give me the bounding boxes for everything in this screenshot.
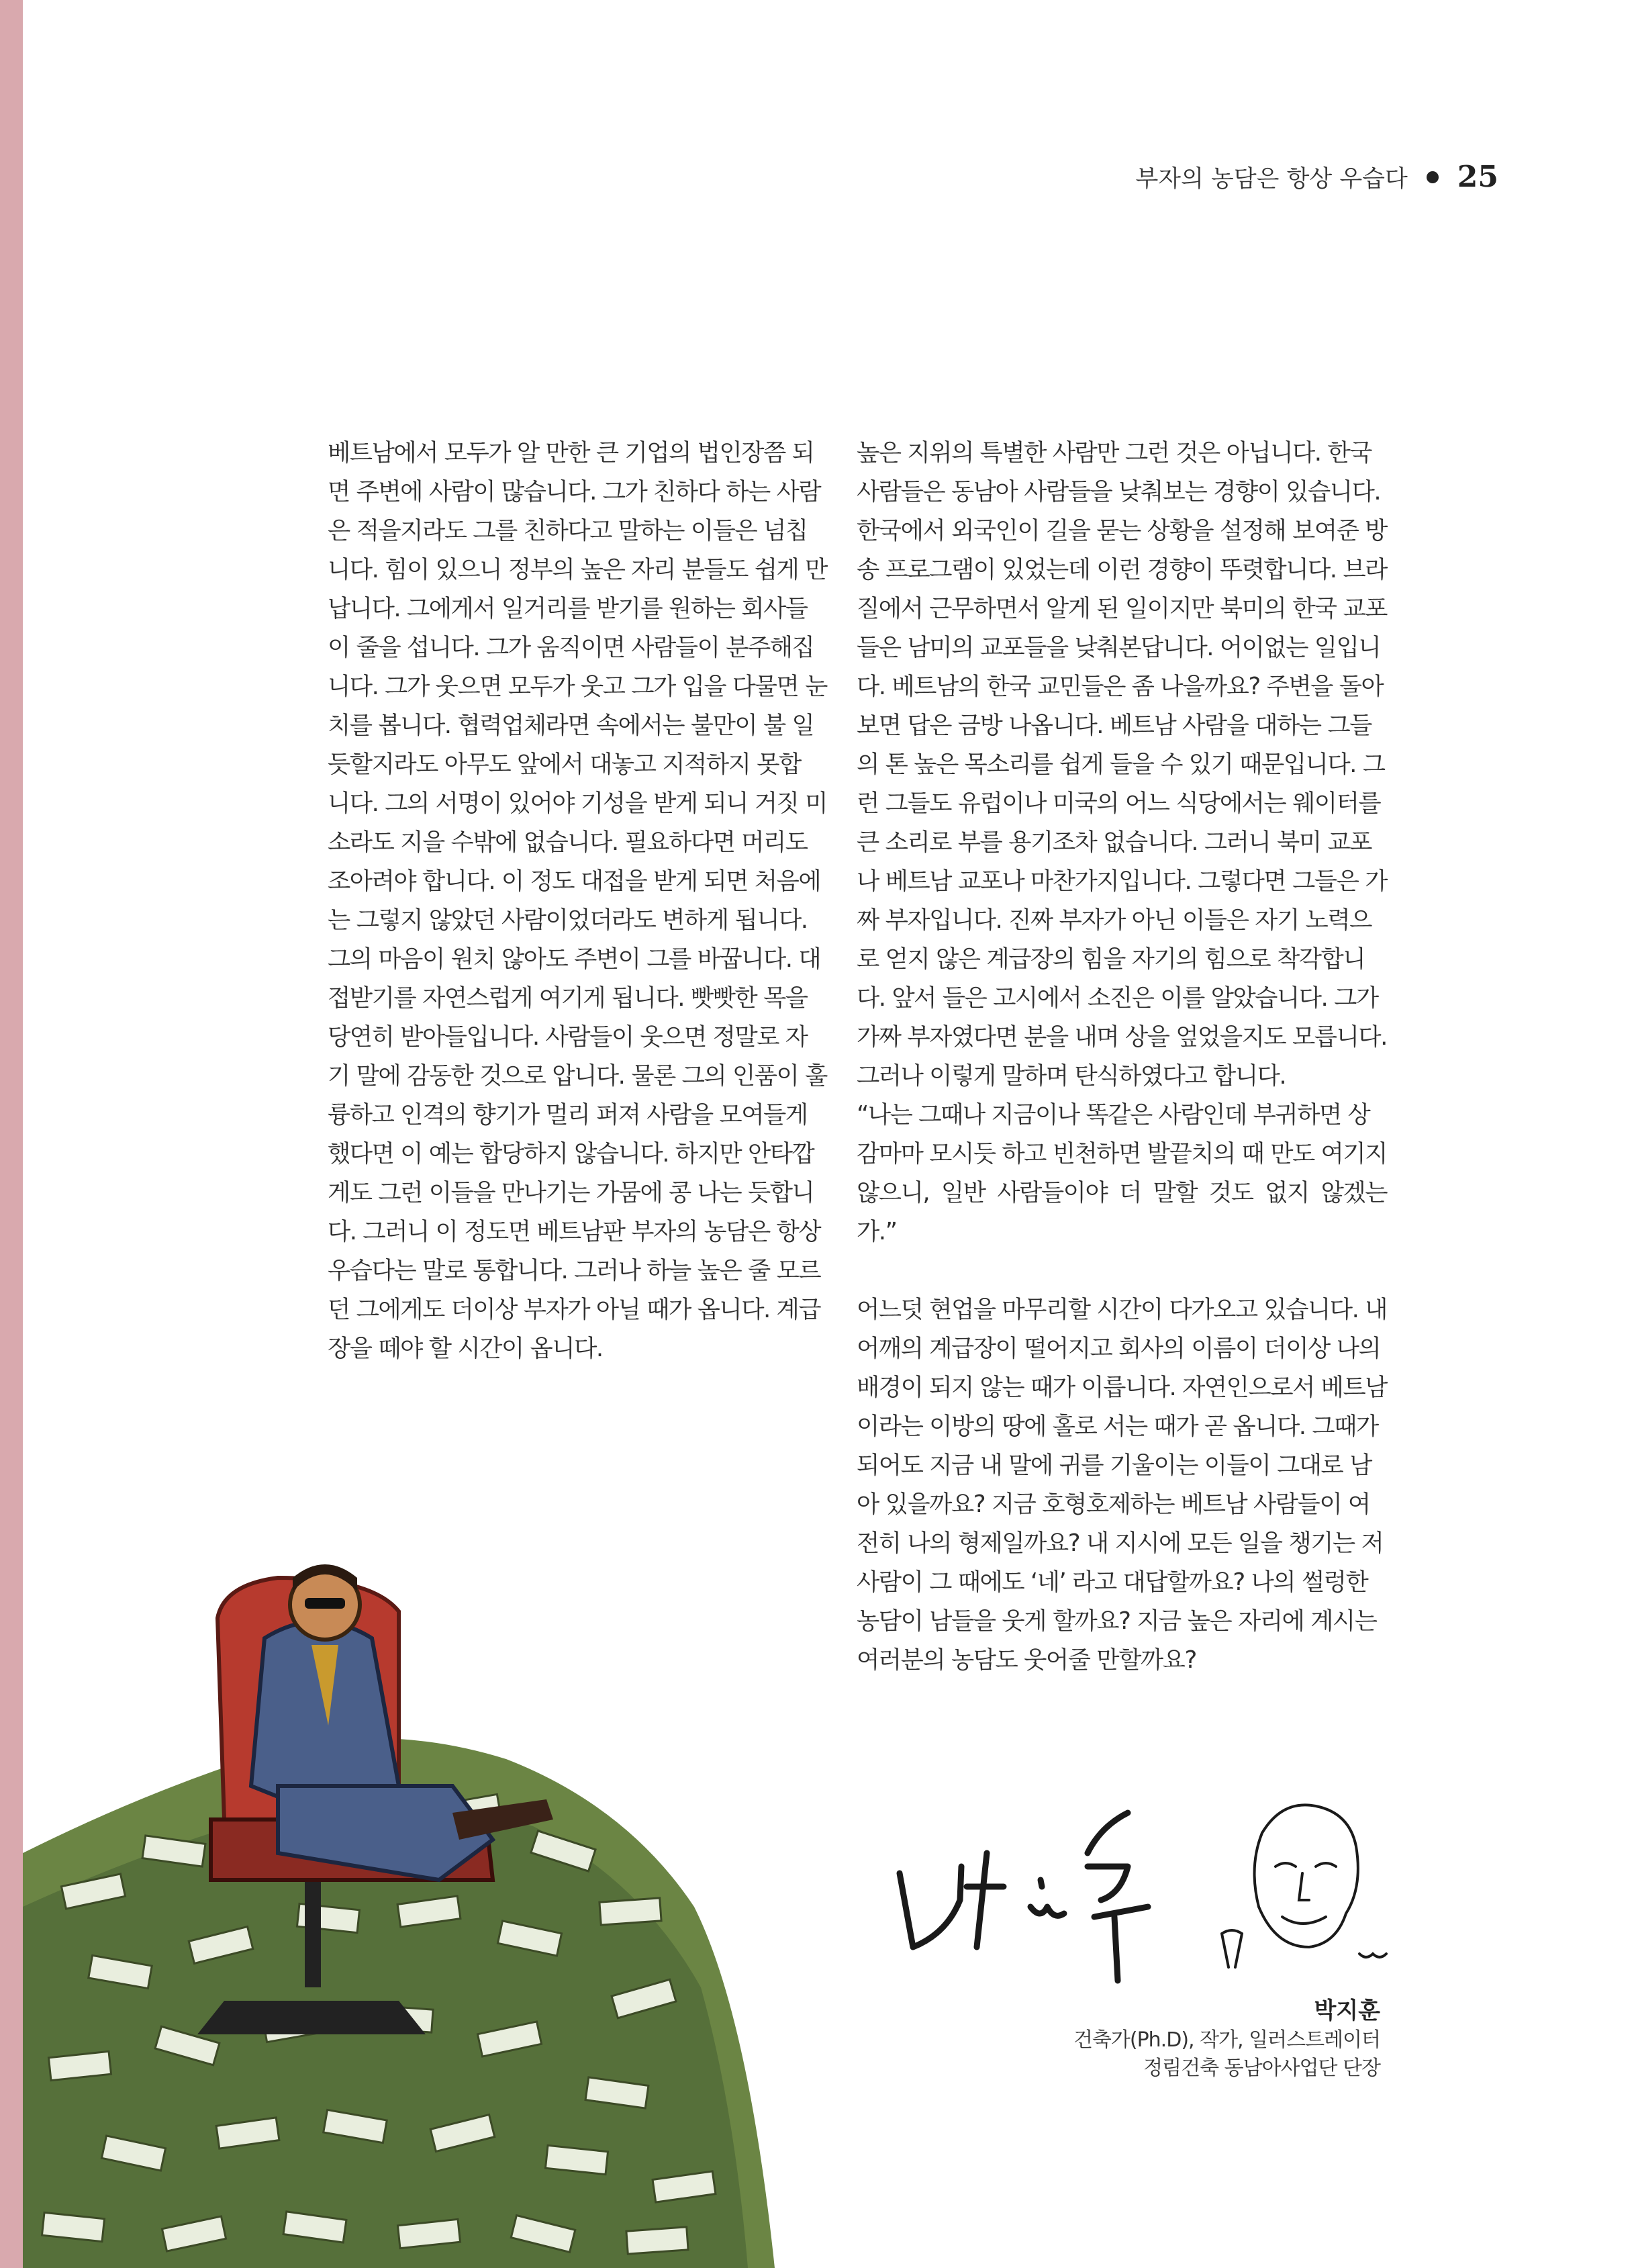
author-affiliation: 정림건축 동남아사업단 단장 — [1143, 2057, 1380, 2080]
article-quote: “나는 그때나 지금이나 똑같은 사람인데 부귀하면 상 감마마 모시듯 하고 빈천하면 발끝치의 때 만도 여기지 않으니, 일반 사람들이야 더 말할 것도 없지 않겠는가.” — [857, 1101, 1387, 1245]
page-number: 25 — [1457, 160, 1498, 194]
bullet-dot-icon — [1427, 171, 1439, 183]
article-paragraph: 어느덧 현업을 마무리할 시간이 다가오고 있습니다. 내 어깨의 계급장이 떨어지고 회사의 이름이 더이상 나의 배경이 되지 않는 때가 이릅니다. 자연인으로서 베트남 이라는 이방의 땅에 홀로 서는 때가 곧 옵니다. 그때가 되어도 지금 내 말에 귀를 기울이는 이들이 그대로 남 아 있을까요? 지금 호형호제하는 베트남 사람들이 여 전히 나의 형제일까요? 내 지시에 모든 일을 챙기는 저 사람이 그 때에도 ‘네’ 라고 대답할까요? 나의 썰렁한 농담이 남들을 웃게 할까요? 지금 높은 자리에 계시는 여러분의 농담도 웃어줄 만할까요? — [857, 1296, 1387, 1674]
author-portrait-sketch — [1202, 1793, 1403, 1981]
article-paragraph: 베트남에서 모두가 알 만한 큰 기업의 법인장쯤 되 면 주변에 사람이 많습니다. 그가 친하다 하는 사람 은 적을지라도 그를 친하다고 말하는 이들은 넘칩 니다. 힘이 있으니 정부의 높은 자리 분들도 쉽게 만 납니다. 그에게서 일거리를 받기를 원하는 회사들 이 줄을 섭니다. 그가 움직이면 사람들이 분주해집 니다. 그가 웃으면 모두가 웃고 그가 입을 다물면 눈 치를 봅니다. 협력업체라면 속에서는 불만이 불 일 듯할지라도 아무도 앞에서 대놓고 지적하지 못합 니다. 그의 서명이 있어야 기성을 받게 되니 거짓 미 소라도 지을 수밖에 없습니다. 필요하다면 머리도 조아려야 합니다. 이 정도 대접을 받게 되면 처음에 는 그렇지 않았던 사람이었더라도 변하게 됩니다. 그의 마음이 원치 않아도 주변이 그를 바꿉니다. 대 접받기를 자연스럽게 여기게 됩니다. 빳빳한 목을 당연히 받아들입니다. 사람들이 웃으면 정말로 자 기 말에 감동한 것으로 압니다. 물론 그의 인품이 훌 륭하고 인격의 향기가 멀리 퍼져 사람을 모여들게 했다면 이 예는 합당하지 않습니다. 하지만 안타깝 게도 그런 이들을 만나기는 가뭄에 콩 나는 듯합니 다. 그러니 이 정도면 베트남판 부자의 농담은 항상 우습다는 말로 통합니다. 그러나 하늘 높은 줄 모르 던 그에게도 더이상 부자가 아닐 때가 옵니다. 계급 장을 떼야 할 시간이 옵니다. — [328, 439, 827, 1362]
author-title: 건축가(Ph.D), 작가, 일러스트레이터 — [1073, 2028, 1380, 2052]
article-right-column — [857, 434, 1387, 1680]
author-signature — [886, 1786, 1175, 1987]
article-left-column — [328, 434, 858, 1368]
article-paragraph: 높은 지위의 특별한 사람만 그런 것은 아닙니다. 한국 사람들은 동남아 사람들을 낮춰보는 경향이 있습니다. 한국에서 외국인이 길을 묻는 상황을 설정해 보여준 방 송 프로그램이 있었는데 이런 경향이 뚜렷합니다. 브라 질에서 근무하면서 알게 된 일이지만 북미의 한국 교포 들은 남미의 교포들을 낮춰본답니다. 어이없는 일입니 다. 베트남의 한국 교민들은 좀 나을까요? 주변을 돌아 보면 답은 금방 나옵니다. 베트남 사람을 대하는 그들 의 톤 높은 목소리를 쉽게 들을 수 있기 때문입니다. 그 런 그들도 유럽이나 미국의 어느 식당에서는 웨이터를 큰 소리로 부를 용기조차 없습니다. 그러니 북미 교포 나 베트남 교포나 마찬가지입니다. 그렇다면 그들은 가 짜 부자입니다. 진짜 부자가 아닌 이들은 자기 노력으 로 얻지 않은 계급장의 힘을 자기의 힘으로 착각합니 다. 앞서 들은 고시에서 소진은 이를 알았습니다. 그가 가짜 부자였다면 분을 내며 상을 엎었을지도 모릅니다. 그러나 이렇게 말하며 탄식하였다고 합니다. — [857, 439, 1387, 1090]
running-title: 부자의 농담은 항상 우습다 — [1135, 165, 1408, 193]
rich-man-on-money-illustration — [23, 1504, 802, 2268]
page-edge-bar — [0, 0, 23, 2268]
author-name: 박지훈 — [1314, 1997, 1380, 2024]
author-info — [1073, 1995, 1380, 2083]
running-header — [1135, 160, 1498, 194]
